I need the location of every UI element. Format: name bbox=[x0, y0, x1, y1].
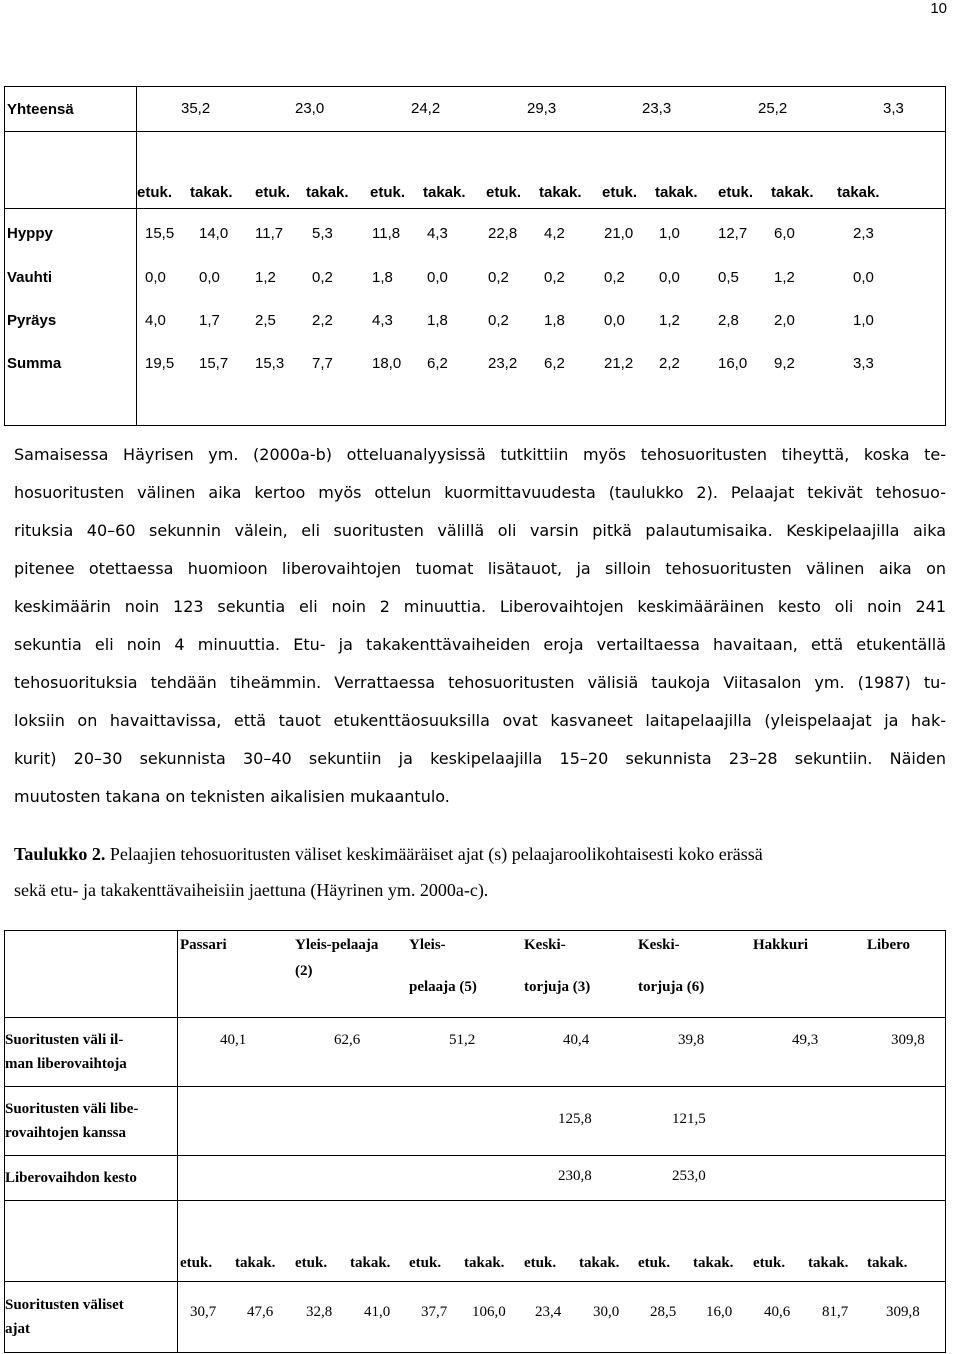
table-2-header-row bbox=[5, 931, 946, 1018]
table-cell: 15,7 bbox=[199, 355, 229, 372]
table-cell: 0,2 bbox=[312, 269, 333, 286]
value: 37,7 bbox=[421, 1304, 448, 1320]
table-cell: 0,0 bbox=[604, 312, 625, 329]
values-cell bbox=[178, 1087, 946, 1156]
empty-cell bbox=[5, 132, 137, 209]
table-cell: 2,0 bbox=[774, 312, 795, 329]
total-value: 23,0 bbox=[295, 100, 325, 117]
subheader: takak. bbox=[771, 184, 814, 201]
row-label: Hyppy bbox=[7, 225, 53, 242]
value: 23,4 bbox=[535, 1304, 562, 1320]
row-label: Liberovaihdon kesto bbox=[5, 1156, 178, 1201]
header-l1: Yleis-pelaaja bbox=[295, 937, 379, 953]
table-row-duration bbox=[5, 1156, 946, 1201]
header-l1: Keski- bbox=[524, 937, 566, 953]
table-cell: 11,7 bbox=[255, 225, 284, 242]
table-2-subheader-row bbox=[5, 1201, 946, 1282]
value: 47,6 bbox=[247, 1304, 274, 1320]
table-cell: 1,2 bbox=[774, 269, 795, 286]
value: 309,8 bbox=[886, 1304, 920, 1320]
row-label bbox=[5, 1282, 178, 1353]
value: 81,7 bbox=[822, 1304, 849, 1320]
table-cell: 1,8 bbox=[372, 269, 393, 286]
subheader: etuk. bbox=[486, 184, 522, 201]
table-cell: 2,2 bbox=[312, 312, 333, 329]
row-values-cell bbox=[137, 209, 946, 426]
value: 309,8 bbox=[891, 1032, 925, 1048]
subheader: etuk. bbox=[602, 184, 638, 201]
value: 253,0 bbox=[672, 1168, 706, 1184]
value: 49,3 bbox=[792, 1032, 819, 1048]
subheader: takak. bbox=[655, 184, 698, 201]
caption-text: Pelaajien tehosuoritusten väliset keskimääräiset ajat (s) pelaajaroolikohtaisesti koko erässä bbox=[105, 844, 763, 864]
value: 121,5 bbox=[672, 1111, 706, 1127]
table-cell: 0,2 bbox=[488, 312, 509, 329]
subheader: takak. bbox=[190, 184, 233, 201]
header-l1: Keski- bbox=[638, 937, 680, 953]
header-l1: Hakkuri bbox=[753, 937, 809, 953]
table-cell: 1,2 bbox=[659, 312, 680, 329]
table-row-total bbox=[5, 87, 946, 132]
table-cell: 4,3 bbox=[427, 225, 448, 242]
header-l1: Yleis- bbox=[409, 937, 446, 953]
subheader: takak. bbox=[235, 1255, 276, 1271]
header-l2: pelaaja (5) bbox=[409, 979, 477, 995]
table-cell: 1,2 bbox=[255, 269, 276, 286]
paragraph-line: pitenee otettaessa huomioon liberovaihtojen tuomat lisätauot, ja silloin tehosuoritusten välinen aika on bbox=[14, 559, 946, 578]
row-label: Summa bbox=[7, 355, 62, 372]
row-label bbox=[5, 1018, 178, 1087]
values bbox=[178, 1282, 945, 1352]
table-row-intervals bbox=[5, 1282, 946, 1353]
table-cell: 0,0 bbox=[427, 269, 448, 286]
table-row-without-libero bbox=[5, 1018, 946, 1087]
caption-line-2: sekä etu- ja takakenttävaiheisiin jaettuna (Häyrinen ym. 2000a-c). bbox=[14, 880, 489, 900]
values bbox=[178, 1018, 945, 1086]
table-cell: 23,2 bbox=[488, 355, 518, 372]
table-cell: 4,2 bbox=[544, 225, 565, 242]
subheader: takak. bbox=[837, 184, 880, 201]
values bbox=[178, 1087, 945, 1155]
row-label: Pyräys bbox=[7, 312, 57, 329]
table-cell: 0,5 bbox=[718, 269, 739, 286]
value: 30,0 bbox=[593, 1304, 620, 1320]
paragraph-line: hosuoritusten välinen aika kertoo myös ottelun kuormittavuudesta (taulukko 2). Pelaajat tekivät tehosuo- bbox=[14, 483, 946, 502]
value: 30,7 bbox=[190, 1304, 217, 1320]
header-l2: torjuja (6) bbox=[638, 979, 705, 995]
subheader: takak. bbox=[539, 184, 582, 201]
subheader: takak. bbox=[693, 1255, 734, 1271]
row-label-l2: man liberovaihtoja bbox=[5, 1056, 127, 1072]
table-cell: 2,5 bbox=[255, 312, 276, 329]
table-cell: 3,3 bbox=[853, 355, 874, 372]
value: 40,4 bbox=[563, 1032, 590, 1048]
table-rows-data bbox=[5, 209, 946, 426]
table-cell: 14,0 bbox=[199, 225, 229, 242]
subheader: etuk. bbox=[295, 1255, 328, 1271]
subheader: takak. bbox=[808, 1255, 849, 1271]
table-2 bbox=[4, 930, 946, 1353]
table-cell: 6,0 bbox=[774, 225, 795, 242]
total-values-cell bbox=[137, 87, 946, 132]
subheaders bbox=[178, 1201, 945, 1281]
table-cell: 15,5 bbox=[145, 225, 175, 242]
subheader: etuk. bbox=[137, 184, 173, 201]
table-2-caption bbox=[14, 836, 946, 908]
table-cell: 6,2 bbox=[427, 355, 448, 372]
subheader: takak. bbox=[867, 1255, 908, 1271]
subheader: takak. bbox=[579, 1255, 620, 1271]
paragraph-line: loksiin on havaittavissa, että tauot etukenttäosuuksilla ovat kasvaneet laitapelaajilla (yleispelaajat ja hak- bbox=[14, 711, 946, 730]
table-cell: 22,8 bbox=[488, 225, 518, 242]
value: 62,6 bbox=[334, 1032, 361, 1048]
header-l2: torjuja (3) bbox=[524, 979, 591, 995]
total-value: 35,2 bbox=[181, 100, 211, 117]
table-cell: 19,5 bbox=[145, 355, 175, 372]
subheader: etuk. bbox=[409, 1255, 442, 1271]
value: 32,8 bbox=[306, 1304, 333, 1320]
subheaders bbox=[137, 132, 945, 208]
value: 41,0 bbox=[364, 1304, 391, 1320]
total-values bbox=[137, 87, 945, 131]
value: 39,8 bbox=[678, 1032, 705, 1048]
total-value: 3,3 bbox=[883, 100, 904, 117]
table-cell: 6,2 bbox=[544, 355, 565, 372]
table-cell: 1,7 bbox=[199, 312, 220, 329]
total-value: 24,2 bbox=[411, 100, 441, 117]
table-cell: 21,2 bbox=[604, 355, 634, 372]
table-cell: 0,0 bbox=[145, 269, 166, 286]
table-cell: 0,0 bbox=[199, 269, 220, 286]
empty-cell bbox=[5, 931, 178, 1018]
paragraph-line: muutosten takana on teknisten aikalisien mukaantulo. bbox=[14, 787, 450, 806]
body-paragraph bbox=[14, 436, 946, 816]
row-label-l1: Suoritusten väli libe- bbox=[5, 1101, 139, 1117]
empty-cell bbox=[5, 1201, 178, 1282]
table-cell: 2,8 bbox=[718, 312, 739, 329]
table-cell: 0,0 bbox=[659, 269, 680, 286]
subheader: etuk. bbox=[718, 184, 754, 201]
total-value: 29,3 bbox=[527, 100, 557, 117]
row-labels-cell bbox=[5, 209, 137, 426]
values-cell bbox=[178, 1282, 946, 1353]
page-number: 10 bbox=[930, 0, 947, 17]
paragraph-line: rituksia 40–60 sekunnin välein, eli suoritusten välillä oli varsin pitkä palautumisaika. Keskipelaajilla aika bbox=[14, 521, 946, 540]
table-cell: 18,0 bbox=[372, 355, 402, 372]
table-cell: 1,8 bbox=[427, 312, 448, 329]
value: 230,8 bbox=[558, 1168, 592, 1184]
table-1 bbox=[4, 86, 946, 426]
value: 106,0 bbox=[472, 1304, 506, 1320]
subheader: etuk. bbox=[255, 184, 291, 201]
table-cell: 2,3 bbox=[853, 225, 874, 242]
table-cell: 16,0 bbox=[718, 355, 748, 372]
paragraph-line: keskimäärin noin 123 sekuntia eli noin 2 minuuttia. Liberovaihtojen keskimääräinen kesto oli noin 241 bbox=[14, 597, 946, 616]
caption-label: Taulukko 2. bbox=[14, 844, 106, 864]
table-cell: 5,3 bbox=[312, 225, 333, 242]
caption-line-1 bbox=[14, 836, 946, 872]
subheader: takak. bbox=[423, 184, 466, 201]
table-cell: 9,2 bbox=[774, 355, 795, 372]
row-label-total: Yhteensä bbox=[5, 87, 137, 132]
row-labels bbox=[5, 209, 136, 425]
table-cell: 1,0 bbox=[853, 312, 874, 329]
subheader: takak. bbox=[306, 184, 349, 201]
values-cell bbox=[178, 1156, 946, 1201]
subheader-cell bbox=[178, 1201, 946, 1282]
row-label-l1: Suoritusten väli il- bbox=[5, 1032, 124, 1048]
paragraph-line: kurit) 20–30 sekunnista 30–40 sekuntiin ja keskipelaajilla 15–20 sekunnista 23–28 sekuntiin. Näiden bbox=[14, 749, 946, 768]
value: 51,2 bbox=[449, 1032, 476, 1048]
value: 40,1 bbox=[220, 1032, 247, 1048]
table-cell: 1,8 bbox=[544, 312, 565, 329]
value: 28,5 bbox=[650, 1304, 677, 1320]
paragraph-line: tehosuorituksia tehdään tiheämmin. Verrattaessa tehosuoritusten välisiä taukoja Viitasalon ym. (1987) tu- bbox=[14, 673, 946, 692]
table-row-with-libero bbox=[5, 1087, 946, 1156]
header-l1: Passari bbox=[180, 937, 227, 953]
total-value: 23,3 bbox=[642, 100, 672, 117]
header-cell bbox=[178, 931, 946, 1018]
subheader: takak. bbox=[464, 1255, 505, 1271]
subheader: takak. bbox=[350, 1255, 391, 1271]
table-cell: 0,2 bbox=[488, 269, 509, 286]
value: 16,0 bbox=[706, 1304, 733, 1320]
row-label-l2: ajat bbox=[5, 1321, 30, 1337]
values-cell bbox=[178, 1018, 946, 1087]
subheader-cell bbox=[137, 132, 946, 209]
table-cell: 4,0 bbox=[145, 312, 166, 329]
row-values bbox=[137, 209, 945, 425]
table-cell: 11,8 bbox=[372, 225, 401, 242]
table-cell: 15,3 bbox=[255, 355, 285, 372]
row-label bbox=[5, 1087, 178, 1156]
table-cell: 4,3 bbox=[372, 312, 393, 329]
header-l1: Libero bbox=[867, 937, 911, 953]
value: 125,8 bbox=[558, 1111, 592, 1127]
subheader: etuk. bbox=[180, 1255, 213, 1271]
table-cell: 21,0 bbox=[604, 225, 634, 242]
subheader: etuk. bbox=[370, 184, 406, 201]
table-cell: 0,2 bbox=[604, 269, 625, 286]
row-label-l1: Suoritusten väliset bbox=[5, 1297, 124, 1313]
table-cell: 2,2 bbox=[659, 355, 680, 372]
table-cell: 12,7 bbox=[718, 225, 748, 242]
table-cell: 0,0 bbox=[853, 269, 874, 286]
subheader: etuk. bbox=[753, 1255, 786, 1271]
headers bbox=[178, 931, 945, 1017]
header-l2: (2) bbox=[295, 963, 313, 979]
values bbox=[178, 1156, 945, 1200]
table-row-subheaders bbox=[5, 132, 946, 209]
subheader: etuk. bbox=[638, 1255, 671, 1271]
paragraph-line: sekuntia eli noin 4 minuuttia. Etu- ja takakenttävaiheiden eroja vertailtaessa havaitaan, että etukentällä bbox=[14, 635, 946, 654]
total-value: 25,2 bbox=[758, 100, 788, 117]
table-cell: 0,2 bbox=[544, 269, 565, 286]
row-label: Vauhti bbox=[7, 269, 53, 286]
table-cell: 7,7 bbox=[312, 355, 333, 372]
row-label-l2: rovaihtojen kanssa bbox=[5, 1125, 126, 1141]
paragraph-line: Samaisessa Häyrisen ym. (2000a-b) otteluanalyysissä tutkittiin myös tehosuoritusten tiheyttä, koska te- bbox=[14, 445, 946, 464]
table-cell: 1,0 bbox=[659, 225, 680, 242]
value: 40,6 bbox=[764, 1304, 791, 1320]
subheader: etuk. bbox=[524, 1255, 557, 1271]
